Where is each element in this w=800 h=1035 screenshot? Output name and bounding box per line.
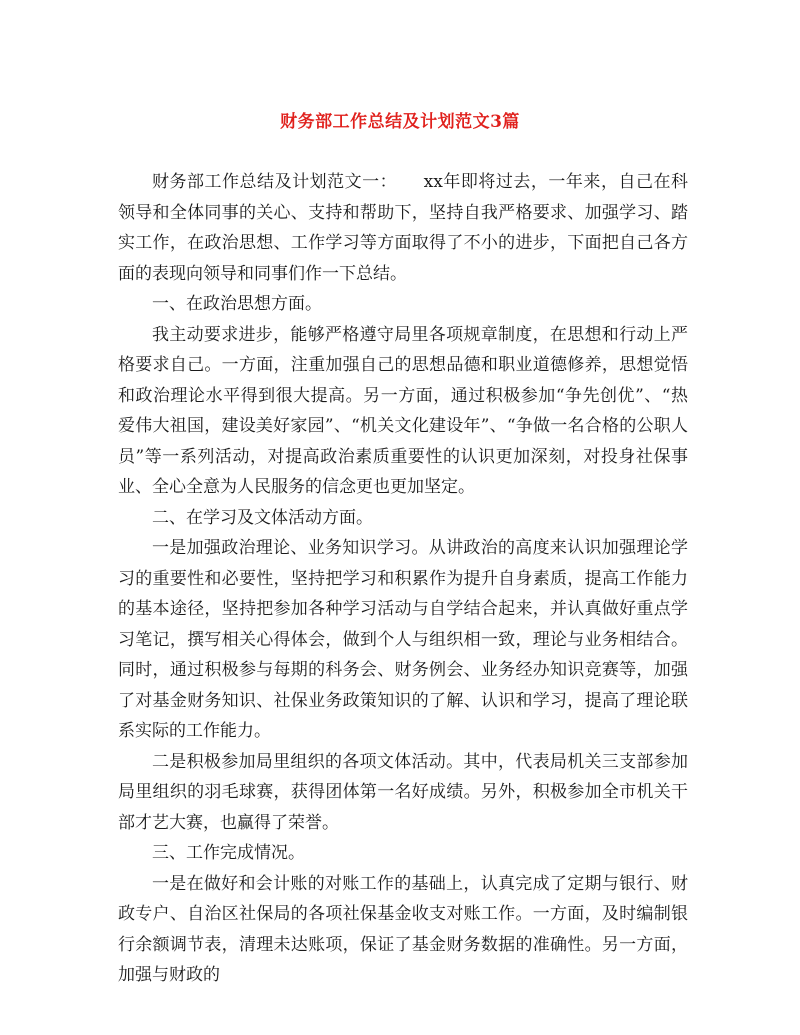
document-body: [118, 167, 688, 991]
paragraph-study-one: 一是加强政治理论、业务知识学习。从讲政治的高度来认识加强理论学习的重要性和必要性，坚持把学习和积累作为提升自身素质，提高工作能力的基本途径，坚持把参加各种学习活动与自学结合起来，并认真做好重点学习笔记，撰写相关心得体会，做到个人与组织相一致，理论与业务相结合。同时，通过积极参与每期的科务会、财务例会、业务经办知识竞赛等，加强了对基金财务知识、社保业务政策知识的了解、认识和学习，提高了理论联系实际的工作能力。: [118, 538, 688, 741]
section-heading-work: 三、工作完成情况。: [152, 843, 305, 863]
paragraph-intro: 财务部工作总结及计划范文一： xx年即将过去，一年来，自己在科领导和全体同事的关心、支持和帮助下，坚持自我严格要求、加强学习、踏实工作，在政治思想、工作学习等方面取得了不小的进步，下面把自己各方面的表现向领导和同事们作一下总结。: [118, 172, 688, 284]
section-heading-political: 一、在政治思想方面。: [152, 294, 322, 314]
paragraph-work-one: 一是在做好和会计账的对账工作的基础上，认真完成了定期与银行、财政专户、自治区社保局的各项社保基金收支对账工作。一方面，及时编制银行余额调节表，清理未达账项，保证了基金财务数据的准确性。另一方面，加强与财政的: [118, 873, 688, 985]
paragraph-study-two: 二是积极参加局里组织的各项文体活动。其中，代表局机关三支部参加局里组织的羽毛球赛，获得团体第一名好成绩。另外，积极参加全市机关干部才艺大赛，也赢得了荣誉。: [118, 751, 688, 833]
paragraph-political: 我主动要求进步，能够严格遵守局里各项规章制度，在思想和行动上严格要求自己。一方面，注重加强自己的思想品德和职业道德修养，思想觉悟和政治理论水平得到很大提高。另一方面，通过积极参加“争先创优”、“热爱伟大祖国，建设美好家园”、“机关文化建设年”、“争做一名合格的公职人员”等一系列活动，对提高政治素质重要性的认识更加深刻，对投身社保事业、全心全意为人民服务的信念更也更加坚定。: [118, 324, 688, 497]
document-title: 财务部工作总结及计划范文3篇: [280, 112, 520, 132]
section-heading-study: 二、在学习及文体活动方面。: [152, 507, 373, 528]
